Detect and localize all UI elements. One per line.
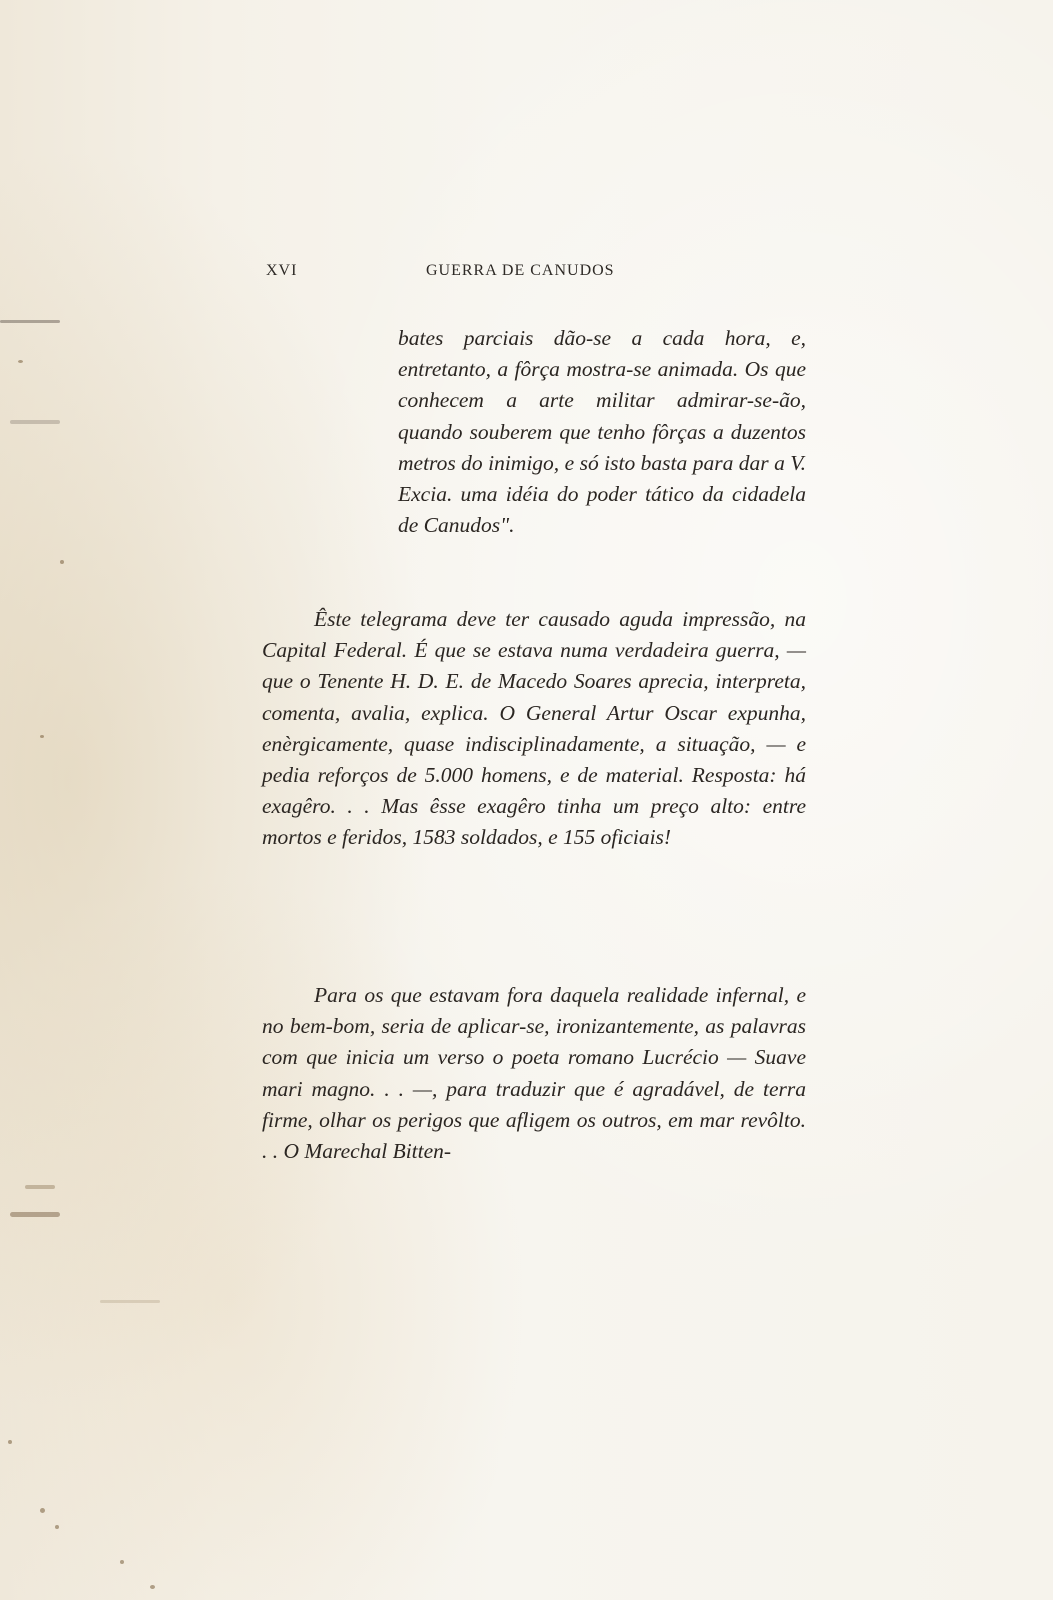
quoted-telegram-block: bates parciais dão-se a cada hora, e, entretanto, a fôrça mostra-se animada. Os que conhecem a arte militar admirar-se-ão, quando souberem que tenho fôrças a duzentos metros do inimigo, e só isto basta para dar a V. Excia. uma idéia do poder tático da cidadela de Canudos". [398, 326, 806, 538]
foxing-spot [150, 1585, 155, 1589]
foxing-spot [55, 1525, 59, 1529]
foxing-spot [40, 1508, 45, 1513]
body-paragraph: Para os que estavam fora daquela realidade infernal, e no bem-bom, seria de aplicar-se, ironizantemente, as palavras com que inicia um verso o poeta romano Lucrécio — Suave mari magno. . . —, para traduzir que é agradável, de terra firme, olhar os perigos que afligem os outros, em mar revôlto. . . O Marechal Bitten- [262, 983, 806, 1164]
page-number: XVI [266, 262, 298, 279]
foxing-spot [100, 1300, 160, 1303]
foxing-spot [0, 320, 60, 323]
foxing-spot [8, 1440, 12, 1444]
foxing-spot [10, 420, 60, 424]
foxing-spot [10, 1212, 60, 1217]
body-paragraph: Êste telegrama deve ter causado aguda impressão, na Capital Federal. É que se estava numa verdadeira guerra, — que o Tenente H. D. E. de Macedo Soares aprecia, interpreta, comenta, avalia, explica. O General Artur Oscar expunha, enèrgicamente, quase indisciplinadamente, a situação, — e pedia reforços de 5.000 homens, e de material. Resposta: há exagêro. . . Mas êsse exagêro tinha um preço alto: entre mortos e feridos, 1583 soldados, e 155 oficiais! [262, 607, 806, 850]
foxing-spot [18, 360, 23, 363]
foxing-spot [25, 1185, 55, 1189]
foxing-spot [40, 735, 44, 738]
running-title: GUERRA DE CANUDOS [426, 262, 615, 279]
foxing-spot [60, 560, 64, 564]
foxing-spot [120, 1560, 124, 1564]
